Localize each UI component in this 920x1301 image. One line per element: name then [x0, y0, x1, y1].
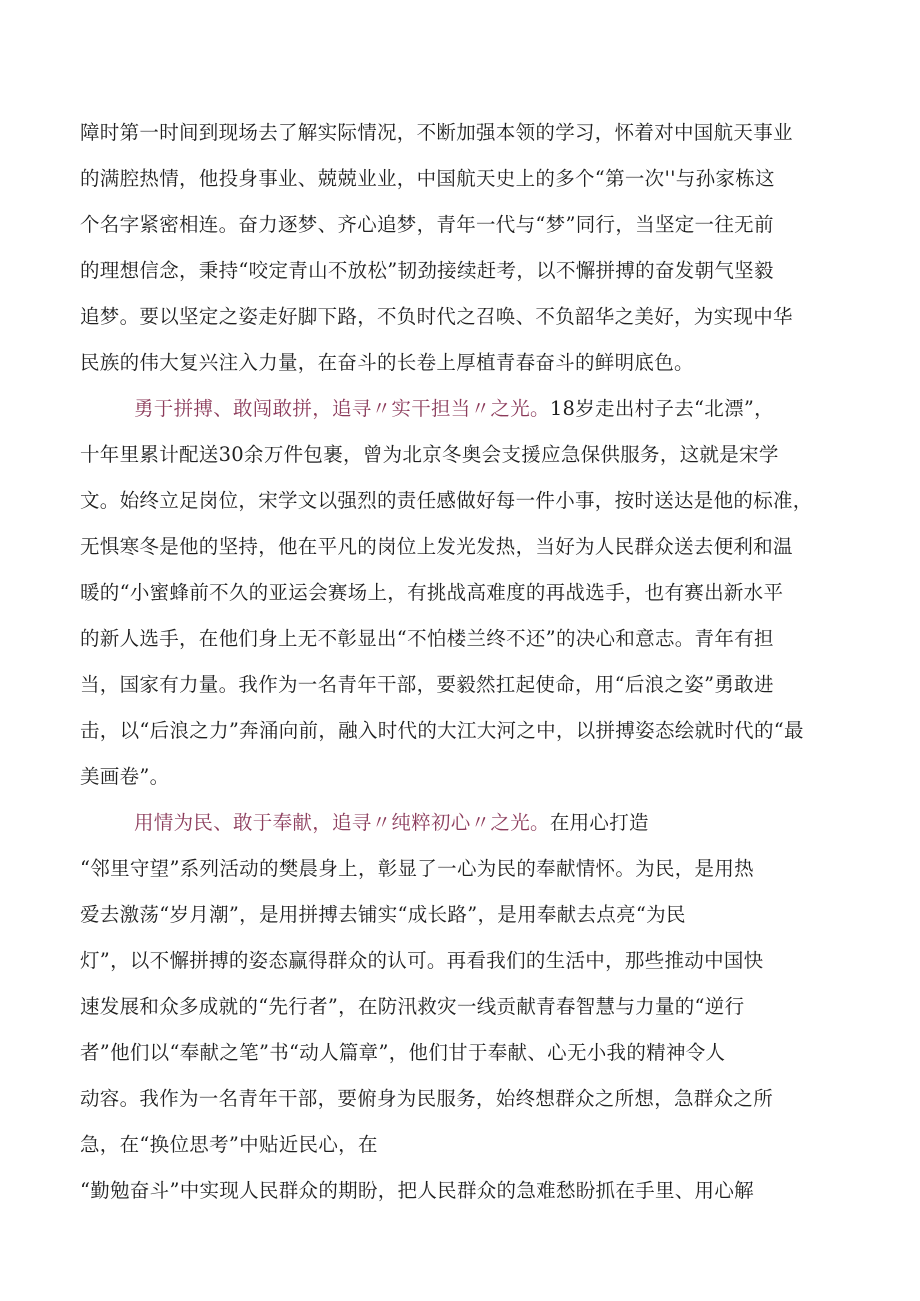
text-line: 追梦。要以坚定之姿走好脚下路，不负时代之召唤、不负韶华之美好，为实现中华 [80, 305, 793, 328]
text-line: “邻里守望”系列活动的樊晨身上，彰显了一心为民的奉献情怀。为民，是用热 [80, 857, 754, 880]
paragraph-heading: 勇于拼搏、敢闯敢拼，追寻〃实干担当〃之光。 [134, 397, 550, 420]
text-line: 爱去激荡“岁月潮”，是用拼搏去铺实“成长路”，是用奉献去点亮“为民 [80, 903, 686, 926]
paragraph-first-line [134, 396, 774, 422]
text-line: 击，以“后浪之力”奔涌向前，融入时代的大江大河之中，以拼搏姿态绘就时代的“最 [80, 719, 804, 742]
text-line: 个名字紧密相连。奋力逐梦、齐心追梦，青年一代与“梦”同行，当坚定一往无前 [80, 213, 774, 236]
text-line: 障时第一时间到现场去了解实际情况，不断加强本领的学习，怀着对中国航天事业 [80, 121, 793, 144]
text-run: 18岁走出村子去“北漂”， [549, 397, 774, 420]
text-line: 的新人选手，在他们身上无不彰显出“不怕楼兰终不还”的决心和意志。青年有担 [80, 627, 774, 650]
paragraph-heading: 用情为民、敢于奉献，追寻〃纯粹初心〃之光。 [134, 811, 550, 834]
text-run: 在用心打造 [549, 811, 649, 834]
text-line: 速发展和众多成就的“先行者”，在防汛救灾一线贡献青春智慧与力量的“逆行 [80, 995, 745, 1018]
text-line: 当，国家有力量。我作为一名青年干部，要毅然扛起使命，用“后浪之姿”勇敢进 [80, 673, 774, 696]
text-line: 美画卷”。 [80, 765, 170, 788]
text-line: 暖的“小蜜蜂前不久的亚运会赛场上，有挑战高难度的再战选手，也有赛出新水平 [80, 581, 784, 604]
text-line: 文。始终立足岗位，宋学文以强烈的责任感做好每一件小事，按时送达是他的标准， [80, 489, 813, 512]
text-line: 灯”，以不懈拼搏的姿态赢得群众的认可。再看我们的生活中，那些推动中国快 [80, 949, 764, 972]
text-line: 十年里累计配送30余万件包裹，曾为北京冬奥会支援应急保供服务，这就是宋学 [80, 443, 779, 466]
text-line: 急，在“换位思考”中贴近民心，在 [80, 1133, 378, 1156]
text-line: 的理想信念，秉持“咬定青山不放松”韧劲接续赶考，以不懈拼搏的奋发朝气坚毅 [80, 259, 774, 282]
text-line: 者”他们以“奉献之笔”书“动人篇章”，他们甘于奉献、心无小我的精神令人 [80, 1041, 726, 1064]
text-line: 民族的伟大复兴注入力量，在奋斗的长卷上厚植青春奋斗的鲜明底色。 [80, 351, 694, 374]
text-line: “勤勉奋斗”中实现人民群众的期盼，把人民群众的急难愁盼抓在手里、用心解 [80, 1179, 754, 1202]
text-line: 的满腔热情，他投身事业、兢兢业业，中国航天史上的多个“第一次''与孙家栋这 [80, 167, 775, 190]
paragraph-first-line [134, 810, 649, 836]
text-line: 动容。我作为一名青年干部，要俯身为民服务，始终想群众之所想，急群众之所 [80, 1087, 774, 1110]
text-line: 无惧寒冬是他的坚持，他在平凡的岗位上发光发热，当好为人民群众送去便利和温 [80, 535, 793, 558]
